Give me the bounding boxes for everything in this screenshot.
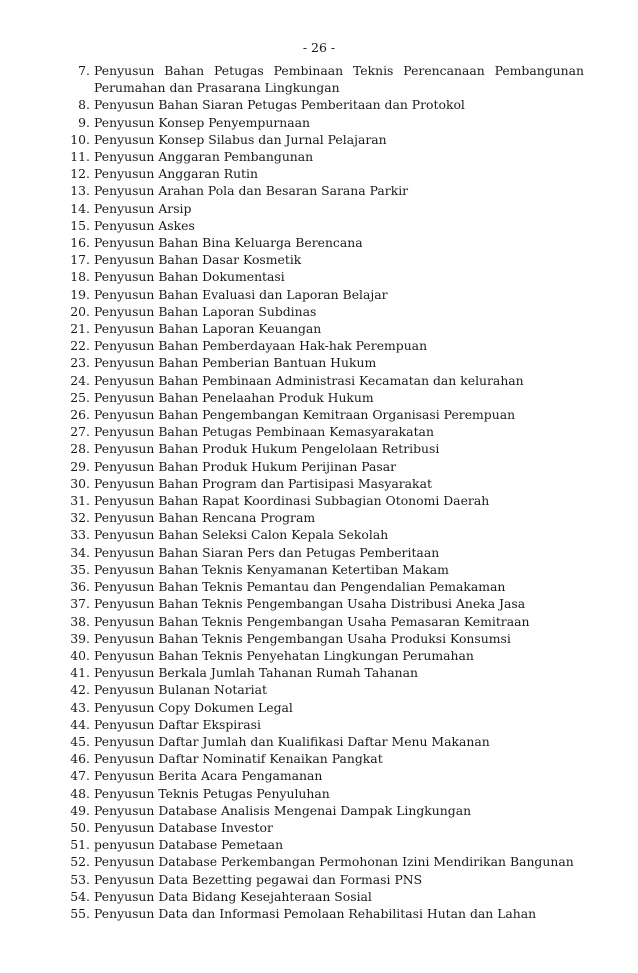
list-item: [62, 888, 584, 905]
list-item: [62, 354, 584, 371]
list-item: [62, 699, 584, 716]
item-number: 24.: [70, 372, 90, 388]
list-item: [62, 785, 584, 802]
list-item: [62, 286, 584, 303]
item-number: 28.: [70, 441, 90, 457]
item-number: 45.: [70, 733, 90, 749]
item-text: Penyusun Bahan Pemberian Bantuan Hukum: [94, 355, 377, 371]
list-item: [62, 509, 584, 526]
item-text: Penyusun Data dan Informasi Pemolaan Rehabilitasi Hutan dan Lahan: [94, 905, 537, 921]
list-item: [62, 716, 584, 733]
item-number: 46.: [70, 751, 90, 767]
list-item: [62, 389, 584, 406]
item-text: Penyusun Arsip: [94, 200, 192, 216]
page-number: - 26 -: [302, 40, 336, 55]
item-text: Penyusun Bahan Siaran Pers dan Petugas Pemberitaan: [94, 544, 440, 560]
list-item: [62, 200, 584, 217]
list-item: [62, 733, 584, 750]
item-text: Penyusun Bahan Teknis Pemantau dan Pengendalian Pemakaman: [94, 579, 506, 595]
list-item: [62, 320, 584, 337]
item-text: Penyusun Bahan Produk Hukum Pengelolaan Retribusi: [94, 441, 440, 457]
list-item: [62, 251, 584, 268]
item-number: 19.: [70, 286, 90, 302]
item-text: Penyusun Berkala Jumlah Tahanan Rumah Tahanan: [94, 665, 418, 681]
list-item: [62, 802, 584, 819]
list-item: [62, 526, 584, 543]
list-item: [62, 681, 584, 698]
item-number: 37.: [70, 596, 90, 612]
item-number: 10.: [70, 131, 90, 147]
item-text: Penyusun Bahan Program dan Partisipasi Masyarakat: [94, 475, 432, 491]
list-item: [62, 836, 584, 853]
item-number: 32.: [70, 510, 90, 526]
item-number: 54.: [70, 888, 90, 904]
item-number: 50.: [70, 819, 90, 835]
item-number: 49.: [70, 802, 90, 818]
item-number: 34.: [70, 544, 90, 560]
item-number: 7.: [78, 63, 90, 78]
item-number: 18.: [70, 269, 90, 285]
item-number: 38.: [70, 613, 90, 629]
item-text: Penyusun Bahan Dokumentasi: [94, 269, 285, 285]
item-text: Penyusun Askes: [94, 217, 195, 233]
item-text: Penyusun Daftar Jumlah dan Kualifikasi Daftar Menu Makanan: [94, 733, 490, 749]
list-item: [62, 871, 584, 888]
item-number: 15.: [70, 217, 90, 233]
list-item: [62, 62, 584, 96]
list-item: [62, 664, 584, 681]
item-number: 23.: [70, 355, 90, 371]
list-item: [62, 406, 584, 423]
item-number: 52.: [70, 854, 90, 870]
item-text: Penyusun Copy Dokumen Legal: [94, 699, 293, 715]
item-number: 21.: [70, 321, 90, 337]
item-number: 33.: [70, 527, 90, 543]
item-number: 35.: [70, 561, 90, 577]
list-item: [62, 268, 584, 285]
item-number: 25.: [70, 389, 90, 405]
list-item: [62, 114, 584, 131]
item-number: 9.: [78, 114, 90, 130]
item-text: Penyusun Bahan Laporan Keuangan: [94, 321, 322, 337]
item-text: Penyusun Bahan Laporan Subdinas: [94, 303, 317, 319]
list-item: [62, 303, 584, 320]
item-number: 26.: [70, 407, 90, 423]
list-item: [62, 750, 584, 767]
item-number: 16.: [70, 235, 90, 251]
item-number: 27.: [70, 424, 90, 440]
item-text: Penyusun Bahan Seleksi Calon Kepala Sekolah: [94, 527, 389, 543]
item-number: 55.: [70, 905, 90, 921]
item-text: Penyusun Bahan Teknis Penyehatan Lingkungan Perumahan: [94, 647, 474, 663]
item-text: Penyusun Bahan Produk Hukum Perijinan Pasar: [94, 458, 397, 474]
item-text: Penyusun Bahan Siaran Petugas Pemberitaan dan Protokol: [94, 97, 465, 113]
item-text: Penyusun Bahan Petugas Pembinaan Kemasyarakatan: [94, 424, 434, 440]
item-text: Penyusun Arahan Pola dan Besaran Sarana Parkir: [94, 183, 409, 199]
item-text: Penyusun Anggaran Rutin: [94, 166, 258, 182]
item-number: 13.: [70, 183, 90, 199]
item-number: 41.: [70, 665, 90, 681]
list-item: [62, 337, 584, 354]
item-text: Penyusun Bulanan Notariat: [94, 682, 267, 698]
list-item: [62, 819, 584, 836]
item-number: 44.: [70, 716, 90, 732]
list-item: [62, 458, 584, 475]
item-text: Penyusun Bahan Dasar Kosmetik: [94, 252, 302, 268]
item-number: 8.: [78, 97, 90, 113]
list-item: [62, 492, 584, 509]
item-number: 43.: [70, 699, 90, 715]
list-item: [62, 165, 584, 182]
list-item: [62, 372, 584, 389]
item-text: Penyusun Bahan Rapat Koordinasi Subbagian Otonomi Daerah: [94, 493, 490, 509]
item-number: 53.: [70, 871, 90, 887]
list-item: [62, 905, 584, 922]
list-item: [62, 217, 584, 234]
item-text: Penyusun Bahan Penelaahan Produk Hukum: [94, 389, 374, 405]
position-list: [62, 62, 584, 922]
list-item: [62, 182, 584, 199]
item-number: 29.: [70, 458, 90, 474]
list-item: [62, 578, 584, 595]
item-text: Penyusun Bahan Teknis Pengembangan Usaha Distribusi Aneka Jasa: [94, 596, 526, 612]
list-item: [62, 423, 584, 440]
item-text: penyusun Database Pemetaan: [94, 837, 284, 853]
item-number: 30.: [70, 475, 90, 491]
item-text: Penyusun Bahan Pembinaan Administrasi Kecamatan dan kelurahan: [94, 372, 524, 388]
list-item: [62, 96, 584, 113]
item-text: Penyusun Bahan Rencana Program: [94, 510, 316, 526]
list-item: [62, 630, 584, 647]
item-text: Penyusun Bahan Teknis Pengembangan Usaha Produksi Konsumsi: [94, 630, 511, 646]
item-number: 14.: [70, 200, 90, 216]
item-number: 22.: [70, 338, 90, 354]
list-item: [62, 853, 584, 870]
list-item: [62, 561, 584, 578]
item-number: 20.: [70, 303, 90, 319]
list-item: [62, 767, 584, 784]
list-item: [62, 475, 584, 492]
item-number: 12.: [70, 166, 90, 182]
item-text: Penyusun Bahan Evaluasi dan Laporan Belajar: [94, 286, 388, 302]
item-text: Penyusun Database Analisis Mengenai Dampak Lingkungan: [94, 802, 472, 818]
list-item: [62, 234, 584, 251]
item-number: 39.: [70, 630, 90, 646]
item-text: Penyusun Daftar Ekspirasi: [94, 716, 261, 732]
item-number: 51.: [70, 837, 90, 853]
item-text: Penyusun Bahan Pemberdayaan Hak-hak Perempuan: [94, 338, 428, 354]
list-item: [62, 544, 584, 561]
item-text: Penyusun Data Bidang Kesejahteraan Sosial: [94, 888, 372, 904]
item-number: 40.: [70, 647, 90, 663]
item-number: 47.: [70, 768, 90, 784]
list-item: [62, 647, 584, 664]
item-text: Penyusun Konsep Silabus dan Jurnal Pelajaran: [94, 131, 387, 147]
item-number: 31.: [70, 493, 90, 509]
list-item: [62, 595, 584, 612]
list-item: [62, 613, 584, 630]
item-text: Penyusun Anggaran Pembangunan: [94, 149, 314, 165]
item-text: Penyusun Database Perkembangan Permohonan Izini Mendirikan Bangunan: [94, 854, 574, 870]
item-text: Penyusun Bahan Pengembangan Kemitraan Organisasi Perempuan: [94, 407, 516, 423]
item-text: Penyusun Data Bezetting pegawai dan Formasi PNS: [94, 871, 423, 887]
item-number: 36.: [70, 579, 90, 595]
item-text: Penyusun Bahan Bina Keluarga Berencana: [94, 235, 363, 251]
item-number: 42.: [70, 682, 90, 698]
item-text: Penyusun Bahan Teknis Kenyamanan Ketertiban Makam: [94, 561, 449, 577]
item-text: Penyusun Berita Acara Pengamanan: [94, 768, 323, 784]
item-number: 11.: [70, 149, 90, 165]
item-text: Penyusun Bahan Petugas Pembinaan Teknis Perencanaan Pembangunan Perumahan dan Prasarana Lingkungan: [94, 63, 584, 96]
item-number: 17.: [70, 252, 90, 268]
list-item: [62, 440, 584, 457]
list-item: [62, 131, 584, 148]
item-text: Penyusun Database Investor: [94, 819, 273, 835]
item-text: Penyusun Konsep Penyempurnaan: [94, 114, 311, 130]
item-text: Penyusun Teknis Petugas Penyuluhan: [94, 785, 330, 801]
list-item: [62, 148, 584, 165]
item-text: Penyusun Daftar Nominatif Kenaikan Pangkat: [94, 751, 383, 767]
item-number: 48.: [70, 785, 90, 801]
item-text: Penyusun Bahan Teknis Pengembangan Usaha Pemasaran Kemitraan: [94, 613, 530, 629]
